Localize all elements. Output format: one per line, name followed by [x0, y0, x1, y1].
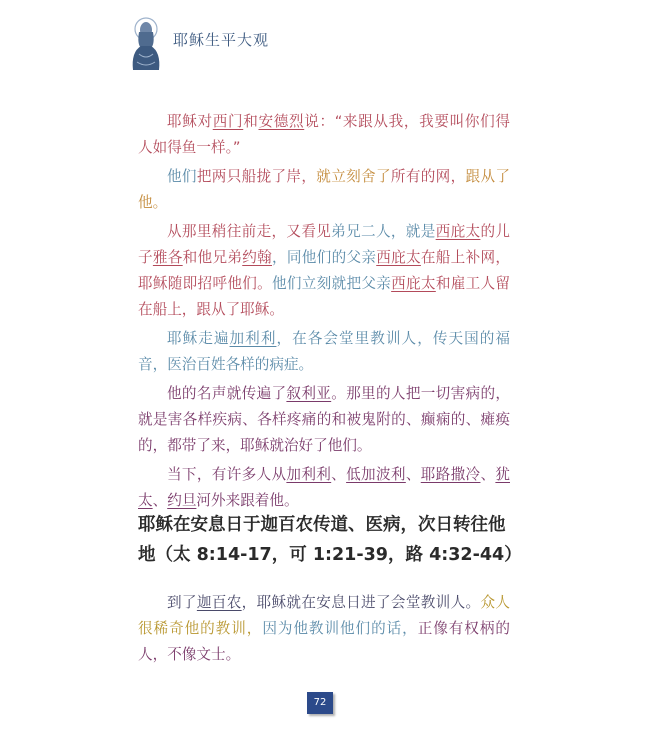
paragraph-5: [138, 381, 510, 459]
text-span: 河外来跟着他。: [196, 492, 299, 509]
place-decapolis: 低加波利: [346, 466, 406, 483]
text-span: 和雇工人留在船上，跟从了耶稣。: [138, 275, 510, 318]
text-span: 所有的网，: [390, 168, 466, 185]
name-john: 约翰: [242, 249, 273, 266]
text-span: ，耶稣就在安息日进了会堂教训人。: [241, 594, 481, 611]
text-span: 跟从了他。: [138, 168, 510, 211]
text-span: 耶稣对: [167, 113, 213, 130]
section-heading: 耶稣在安息日于迦百农传道、医病，次日转往他地（太 8:14-17，可 1:21-39，路 4:32-44）: [138, 515, 522, 565]
paragraph-2: [138, 164, 510, 216]
text-span: 、: [480, 466, 496, 483]
text-span: 在船上补网，耶稣随即招呼他们。: [138, 249, 510, 292]
text-span: 和: [243, 113, 259, 130]
text-span: 他们立刻就把父亲: [272, 275, 392, 292]
text-span: 就是: [405, 223, 436, 240]
text-span: 因为他教训他们的话，: [262, 620, 418, 637]
paragraph-3: [138, 219, 510, 323]
place-jordan: 约旦: [167, 492, 197, 509]
name-zebedee: 西庇太: [435, 223, 481, 240]
text-span: 、: [331, 466, 347, 483]
place-capernaum: 迦百农: [196, 594, 242, 611]
section-text: [138, 590, 510, 668]
main-text: [138, 109, 510, 514]
text-span: 、: [405, 466, 421, 483]
text-span: 就立刻舍了: [316, 168, 391, 185]
text-span: 他们: [167, 168, 197, 185]
text-span: 把两只船拢了岸，: [196, 168, 317, 185]
text-span: 和他兄弟: [182, 249, 243, 266]
text-span: 他的名声就传遍了: [167, 385, 287, 402]
text-span: 、: [152, 492, 168, 509]
text-span: 说：“来跟从我，我要叫你们得人如得鱼一样。”: [138, 113, 510, 156]
text-span: 到了: [167, 594, 197, 611]
text-span: 正像有权柄的人，不像文士。: [138, 620, 510, 663]
place-galilee: 加利利: [229, 330, 277, 347]
place-syria: 叙利亚: [286, 385, 332, 402]
name-simon: 西门: [212, 113, 244, 130]
text-span: ，同他们的父亲: [272, 249, 377, 266]
place-galilee: 加利利: [286, 466, 332, 483]
text-span: 众人很稀奇他的教训，: [138, 594, 510, 637]
text-span: 。那里的人把一切害病的，就是害各样疾病、各样疼痛的和被鬼附的、癫痫的、瘫痪的，都带了来，耶稣就治好了他们。: [138, 385, 510, 454]
book-title: 耶稣生平大观: [173, 30, 270, 49]
place-jerusalem: 耶路撒冷: [420, 466, 481, 483]
text-span: 当下，有许多人从: [167, 466, 287, 483]
jesus-portrait-logo-icon: [125, 14, 167, 70]
text-span: 弟兄二人，: [331, 223, 406, 240]
paragraph-7: [138, 590, 510, 668]
paragraph-4: [138, 326, 510, 378]
paragraph-1: [138, 109, 510, 161]
name-andrew: 安德烈: [258, 113, 305, 130]
text-span: 从那里稍往前走，又看见: [167, 223, 332, 240]
text-span: 的儿子: [138, 223, 510, 266]
paragraph-6: [138, 462, 510, 514]
name-zebedee: 西庇太: [391, 275, 436, 292]
text-span: ，在各会堂里教训人，传天国的福音，医治百姓各样的病症。: [138, 330, 510, 373]
place-judea: 犹太: [138, 466, 510, 509]
page-header: [125, 14, 269, 70]
page-number-badge: 72: [307, 692, 333, 714]
text-span: 耶稣走遍: [167, 330, 230, 347]
name-james: 雅各: [152, 249, 183, 266]
name-zebedee: 西庇太: [376, 249, 421, 266]
